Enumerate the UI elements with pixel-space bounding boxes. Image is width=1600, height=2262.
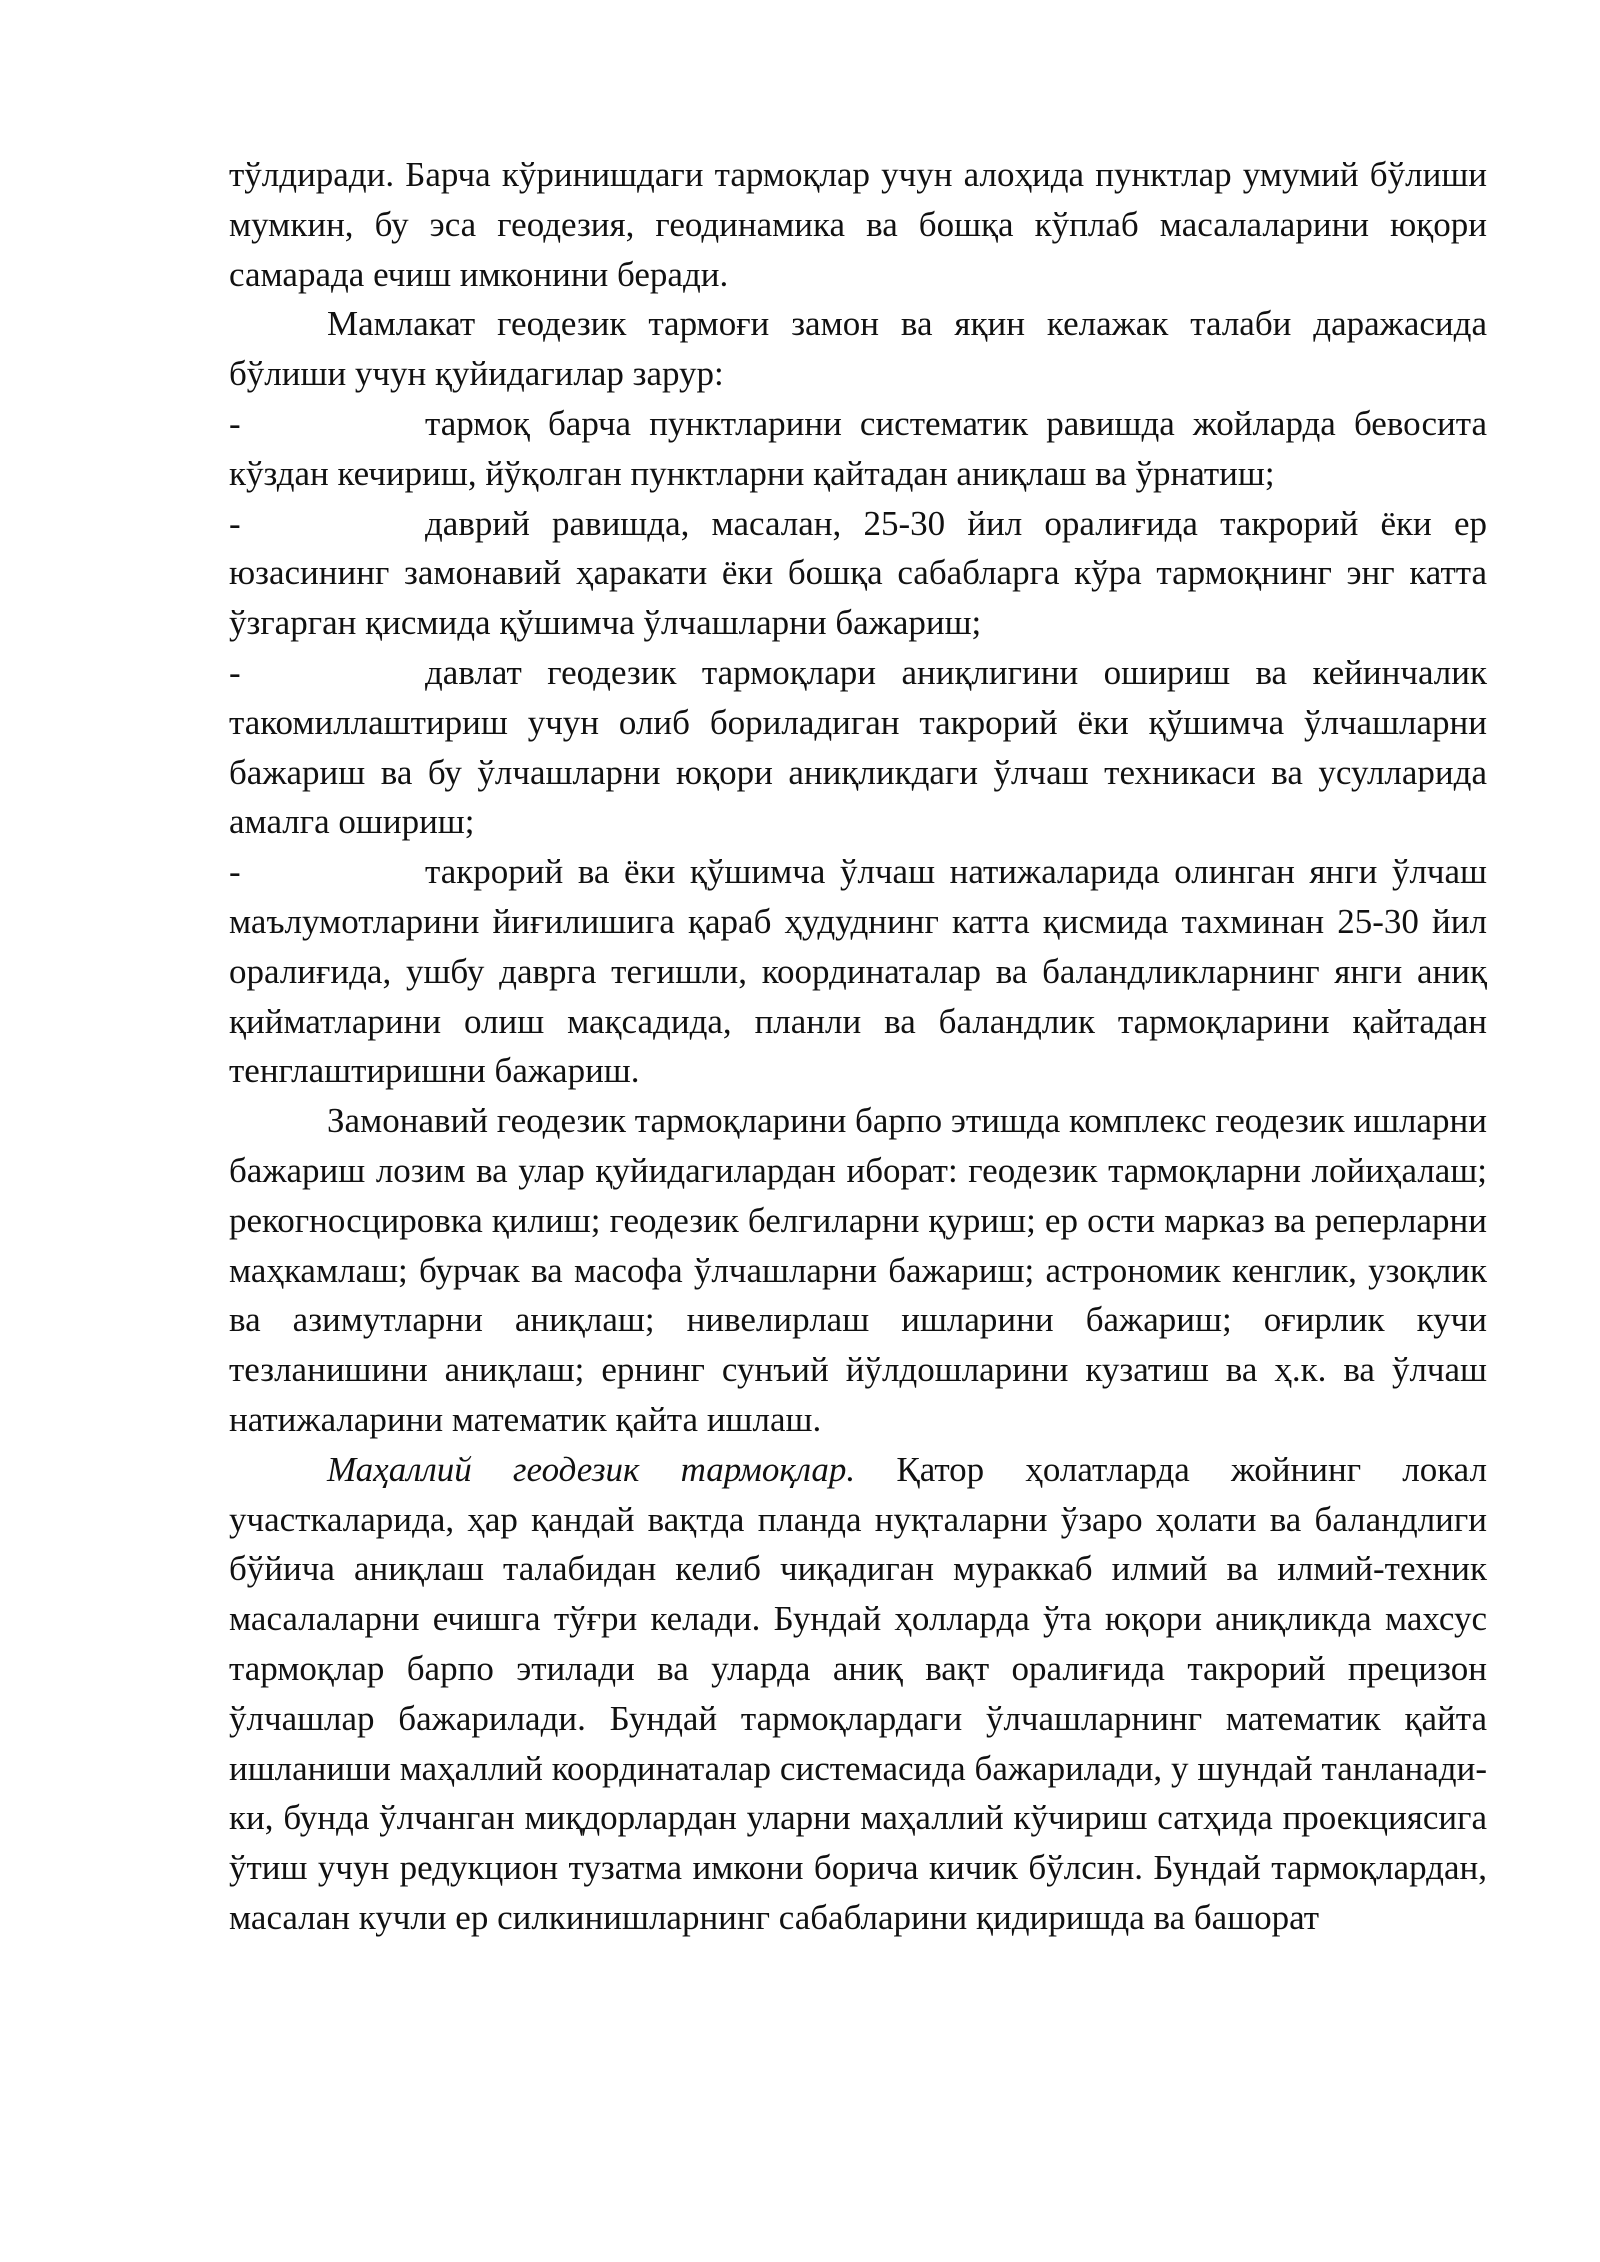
paragraph-2: Мамлакат геодезик тармоғи замон ва яқин келажак талаби даражасида бўлиши учун қуйидагилар зарур: <box>229 304 1487 394</box>
list-item-text: такрорий ва ёки қўшимча ўлчаш натижаларида олинган янги ўлчаш маълумотларини йиғилишига қараб ҳудуднинг катта қисмида тахминан 25-30 йил оралиғида, ушбу даврга тегишли, координаталар ва баландликларнинг янги аниқ қийматларини олиш мақсадида, планли ва баландлик тармоқларини қайтадан тенглаштиришни бажариш. <box>229 852 1487 1091</box>
list-marker: - <box>229 852 241 892</box>
list-item <box>229 499 1487 648</box>
paragraph-4 <box>229 1445 1487 1943</box>
list-marker: - <box>229 403 241 443</box>
list-marker: - <box>229 503 241 543</box>
list-item-text: тармоқ барча пунктларини систематик равишда жойларда бевосита кўздан кечириш, йўқолган пунктларни қайтадан аниқлаш ва ўрнатиш; <box>229 403 1487 493</box>
paragraph-1: тўлдиради. Барча кўринишдаги тармоқлар учун алоҳида пунктлар умумий бўлиши мумкин, бу эса геодезия, геодинамика ва бошқа кўплаб масалаларини юқори самарада ечиш имконини беради. <box>229 155 1487 294</box>
list-item <box>229 847 1487 1096</box>
paragraph-4-text: Қатор ҳолатларда жойнинг локал участкаларида, ҳар қандай вақтда планда нуқталарни ўзаро ҳолати ва баландлиги бўйича аниқлаш талабидан келиб чиқадиган мураккаб илмий ва илмий-техник масалаларни ечишга тўғри келади. Бундай ҳолларда ўта юқори аниқликда махсус тармоқлар барпо этилади ва уларда аниқ вақт оралиғида такрорий прецизон ўлчашлар бажарилади. Бундай тармоқлардаги ўлчашларнинг математик қайта ишланиши маҳаллий координаталар системасида бажарилади, у шундай танланади-ки, бунда ўлчанган миқдорлардан уларни маҳаллий кўчириш сатҳида проекциясига ўтиш учун редукцион тузатма имкони борича кичик бўлсин. Бундай тармоқлардан, масалан кучли ер силкинишларнинг сабабларини қидиришда ва башорат <box>229 1449 1487 1937</box>
list-item-text: давлат геодезик тармоқлари аниқлигини ошириш ва кейинчалик такомиллаштириш учун олиб бориладиган такрорий ёки қўшимча ўлчашларни бажариш ва бу ўлчашларни юқори аниқликдаги ўлчаш техникаси ва усулларида амалга ошириш; <box>229 652 1487 842</box>
list-item <box>229 399 1487 499</box>
paragraph-3: Замонавий геодезик тармоқларини барпо этишда комплекс геодезик ишларни бажариш лозим ва улар қуйидагилардан иборат: геодезик тармоқларни лойиҳалаш; рекогносцировка қилиш; геодезик белгиларни қуриш; ер ости марказ ва реперларни маҳкамлаш; бурчак ва масофа ўлчашларни бажариш; астрономик кенглик, узоқлик ва азимутларни аниқлаш; нивелирлаш ишларини бажариш; оғирлик кучи тезланишини аниқлаш; ернинг сунъий йўлдошларини кузатиш ва ҳ.к. ва ўлчаш натижаларини математик қайта ишлаш. <box>229 1101 1487 1439</box>
list-marker: - <box>229 652 241 692</box>
section-heading-inline: Маҳаллий геодезик тармоқлар. <box>327 1449 856 1489</box>
list-item-text: даврий равишда, масалан, 25-30 йил оралиғида такрорий ёки ер юзасининг замонавий ҳаракати ёки бошқа сабабларга кўра тармоқнинг энг катта ўзгарган қисмида қўшимча ўлчашларни бажариш; <box>229 503 1487 643</box>
list-item <box>229 648 1487 847</box>
document-page <box>229 150 1487 1943</box>
requirements-list <box>229 399 1487 1096</box>
